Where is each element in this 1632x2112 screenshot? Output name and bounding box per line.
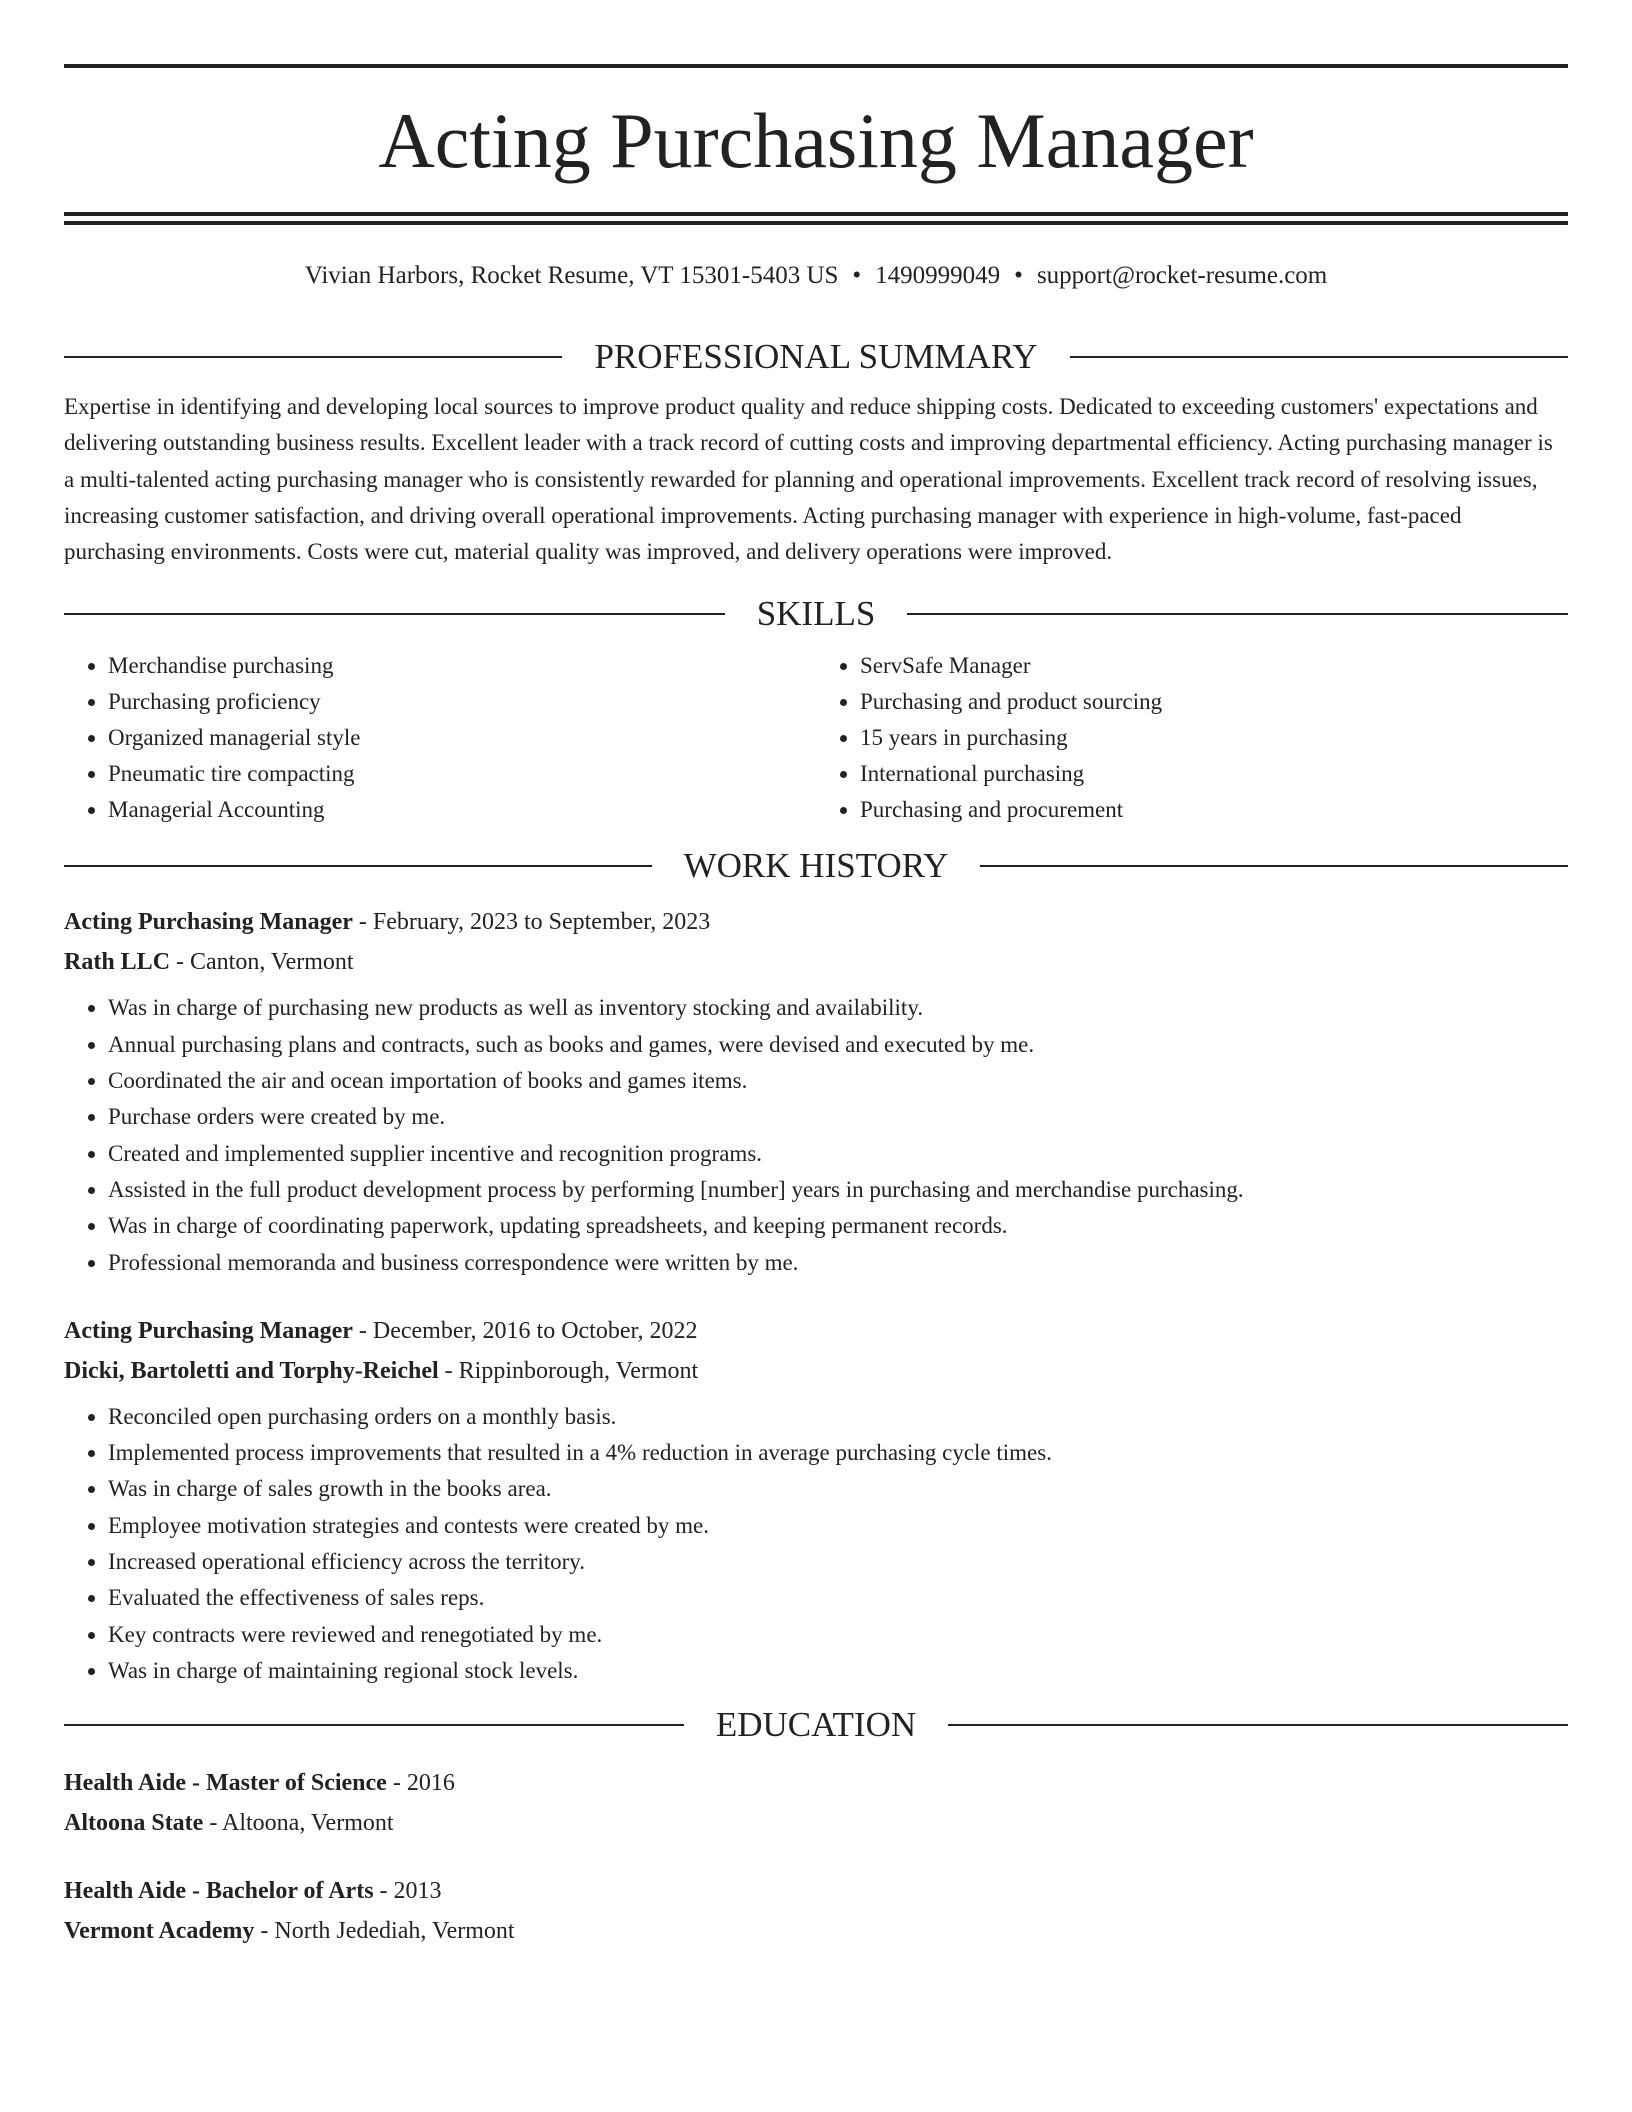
job-bullet: • Was in charge of sales growth in the books area. <box>108 1471 1568 1507</box>
education-location: - Altoona, Vermont <box>203 1810 394 1837</box>
job-entry <box>64 1311 1568 1689</box>
resume-page <box>64 64 1568 1951</box>
job-dates: - February, 2023 to September, 2023 <box>352 909 711 936</box>
contact-phone: 1490999049 <box>875 262 1001 289</box>
skill-item: • Purchasing and procurement <box>860 792 1568 828</box>
section-rule <box>64 1724 684 1726</box>
job-company-line <box>64 942 1568 982</box>
contact-email: support@rocket-resume.com <box>1036 262 1328 289</box>
job-company-line <box>64 1351 1568 1391</box>
job-bullet: • Was in charge of coordinating paperwork, updating spreadsheets, and keeping permanent records. <box>108 1208 1568 1244</box>
job-bullet: • Created and implemented supplier incentive and recognition programs. <box>108 1136 1568 1172</box>
education-degree: Health Aide - Master of Science <box>64 1770 387 1797</box>
job-bullet: • Was in charge of purchasing new products as well as inventory stocking and availability. <box>108 990 1568 1026</box>
section-rule <box>980 865 1568 867</box>
skill-item: • Managerial Accounting <box>108 792 816 828</box>
skill-item: • Purchasing proficiency <box>108 684 816 720</box>
section-rule <box>64 356 562 358</box>
skills-section-header <box>64 592 1568 636</box>
job-bullet: • Key contracts were reviewed and renegotiated by me. <box>108 1617 1568 1653</box>
job-bullet: • Professional memoranda and business correspondence were written by me. <box>108 1245 1568 1281</box>
job-bullet: • Evaluated the effectiveness of sales reps. <box>108 1580 1568 1616</box>
job-bullets <box>64 1399 1568 1689</box>
skill-item: • Purchasing and product sourcing <box>860 684 1568 720</box>
work-section-header <box>64 844 1568 888</box>
contact-separator: • <box>852 262 862 289</box>
skill-item: • 15 years in purchasing <box>860 720 1568 756</box>
job-bullet: • Purchase orders were created by me. <box>108 1099 1568 1135</box>
job-entry <box>64 902 1568 1280</box>
summary-text: Expertise in identifying and developing local sources to improve product quality and reduce shipping costs. Dedicated to exceeding customers' expectations and delivering outstanding business results. Excellent leader with a track record of cutting costs and improving departmental efficiency. Acting purchasing manager is a multi-talented acting purchasing manager who is consistently rewarded for planning and operational improvements. Excellent track record of resolving issues, increasing customer satisfaction, and driving overall operational improvements. Acting purchasing manager with experience in high-volume, fast-paced purchasing environments. Costs were cut, material quality was improved, and delivery operations were improved. <box>64 394 1553 565</box>
section-rule <box>64 865 652 867</box>
job-bullet: • Increased operational efficiency across the territory. <box>108 1544 1568 1580</box>
job-bullet: • Annual purchasing plans and contracts, such as books and games, were devised and executed by me. <box>108 1027 1568 1063</box>
job-bullet: • Implemented process improvements that resulted in a 4% reduction in average purchasing cycle times. <box>108 1435 1568 1471</box>
job-company: Dicki, Bartoletti and Torphy-Reichel <box>64 1357 439 1384</box>
section-rule <box>64 613 725 615</box>
education-degree-line <box>64 1763 1568 1803</box>
section-rule <box>1070 356 1568 358</box>
job-bullet: • Was in charge of maintaining regional stock levels. <box>108 1653 1568 1689</box>
title-rule-lower <box>64 221 1568 225</box>
job-title: Acting Purchasing Manager <box>64 909 353 936</box>
job-bullet: • Assisted in the full product development process by performing [number] years in purchasing and merchandise purchasing. <box>108 1172 1568 1208</box>
skill-item: • Merchandise purchasing <box>108 648 816 684</box>
job-title-line <box>64 1311 1568 1351</box>
summary-section-header <box>64 335 1568 379</box>
job-bullet: • Reconciled open purchasing orders on a monthly basis. <box>108 1399 1568 1435</box>
education-year: - 2013 <box>373 1878 442 1905</box>
job-location: - Rippinborough, Vermont <box>438 1357 699 1384</box>
contact-separator: • <box>1014 262 1023 289</box>
job-title: Acting Purchasing Manager <box>64 1317 353 1344</box>
education-location: - North Jedediah, Vermont <box>254 1918 515 1945</box>
job-bullets <box>64 990 1568 1280</box>
education-section-header <box>64 1703 1568 1747</box>
education-heading: EDUCATION <box>715 1705 917 1745</box>
education-entry <box>64 1871 1568 1951</box>
education-degree: Health Aide - Bachelor of Arts <box>64 1878 374 1905</box>
skill-item: • Organized managerial style <box>108 720 816 756</box>
skills-column-right <box>816 648 1568 828</box>
education-school-line <box>64 1803 1568 1843</box>
job-location: - Canton, Vermont <box>170 949 354 976</box>
skill-item: • Pneumatic tire compacting <box>108 756 816 792</box>
education-entry <box>64 1763 1568 1843</box>
summary-heading: PROFESSIONAL SUMMARY <box>594 337 1038 376</box>
work-heading: WORK HISTORY <box>683 846 949 886</box>
skills-column-left <box>64 648 816 828</box>
skill-item: • International purchasing <box>860 756 1568 792</box>
education-school: Vermont Academy <box>64 1918 255 1945</box>
education-year: - 2016 <box>386 1770 455 1797</box>
education-school: Altoona State <box>64 1810 204 1837</box>
resume-title: Acting Purchasing Manager <box>378 97 1254 184</box>
contact-line <box>64 261 1568 291</box>
title-rule-upper <box>64 212 1568 216</box>
education-degree-line <box>64 1871 1568 1911</box>
top-rule <box>64 64 1568 68</box>
skill-item: • ServSafe Manager <box>860 648 1568 684</box>
contact-address: Vivian Harbors, Rocket Resume, VT 15301-5403 US <box>304 262 839 289</box>
skills-heading: SKILLS <box>756 594 876 634</box>
job-bullet: • Coordinated the air and ocean importation of books and games items. <box>108 1063 1568 1099</box>
job-bullet: • Employee motivation strategies and contests were created by me. <box>108 1508 1568 1544</box>
education-school-line <box>64 1911 1568 1951</box>
section-rule <box>907 613 1568 615</box>
job-dates: - December, 2016 to October, 2022 <box>352 1317 698 1344</box>
job-title-line <box>64 902 1568 942</box>
section-rule <box>948 1724 1568 1726</box>
job-company: Rath LLC <box>64 949 171 976</box>
skills-list <box>64 648 1568 828</box>
